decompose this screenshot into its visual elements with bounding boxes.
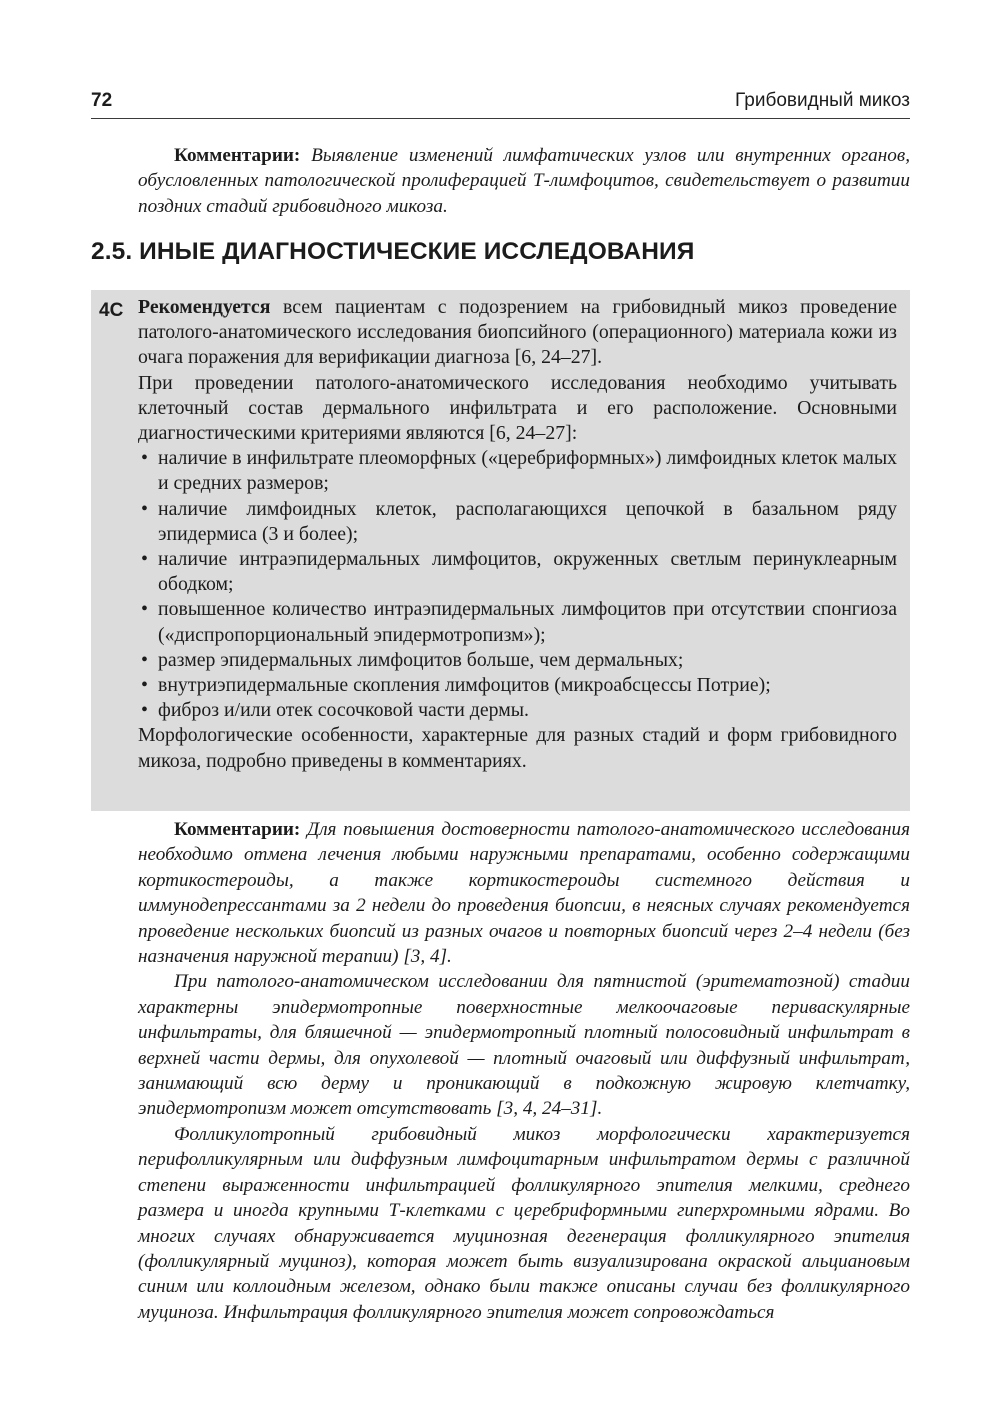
criteria-intro: При проведении патолого-анатомического исследования необходимо учитывать клеточный состав дермального инфильтрата и его расположение. Основными диагностическими критериями являются [6, 24–27]: (138, 371, 897, 445)
comment-paragraph: При патолого-анатомическом исследовании для пятнистой (эритематозной) стадии характерны эпидермотропные поверхностные мелкоочаговые периваскулярные инфильтраты, для бляшечной — эпидермотропный плотный полосовидный инфильтрат в верхней части дермы, для опухолевой — плотный очаговый или диффузный инфильтрат, занимающий всю дерму и проникающий в подкожную жировую клетчатку, эпидермотропизм может отсутствовать [3, 4, 24–31]. (138, 971, 910, 1120)
comment-paragraph (138, 817, 910, 969)
running-title: Грибовидный микоз (735, 90, 910, 111)
comment-label: Комментарии: (174, 819, 301, 840)
comment-text: Для повышения достоверности патолого-анатомического исследования необходимо отмена лечения любыми наружными препаратами, особенно содержащими кортикостероиды, а также кортикостероиды системного действия и иммунодепрессантами за 2 недели до проведения биопсии, в неясных случаях рекомендуется проведение нескольких биопсий из разных очагов и повторных биопсий через 2–4 недели (без назначения наружной терапии) [3, 4]. (138, 819, 910, 968)
criteria-item: • размер эпидермальных лимфоцитов больше, чем дермальных; (138, 648, 897, 673)
criteria-item: • наличие интраэпидермальных лимфоцитов, окруженных светлым перинуклеарным ободком; (138, 547, 897, 597)
recommendation-paragraph (138, 295, 897, 371)
criteria-item: • наличие в инфильтрате плеоморфных («церебриформных») лимфоидных клеток малых и средних размеров; (138, 446, 897, 496)
recommendation-content (138, 295, 897, 774)
evidence-level-badge: 4C (99, 300, 124, 321)
section-heading: 2.5. ИНЫЕ ДИАГНОСТИЧЕСКИЕ ИССЛЕДОВАНИЯ (91, 238, 695, 265)
criteria-item: • внутриэпидермальные скопления лимфоцитов (микроабсцессы Потрие); (138, 673, 897, 698)
recommendation-box (91, 290, 910, 811)
criteria-item: • повышенное количество интраэпидермальных лимфоцитов при отсутствии спонгиоза («диспропорциональный эпидермотропизм»); (138, 597, 897, 647)
criteria-item: • фиброз и/или отек сосочковой части дермы. (138, 698, 897, 723)
page-header (91, 86, 910, 119)
criteria-list (138, 446, 897, 723)
page-number: 72 (91, 90, 113, 111)
comment-label: Комментарии: (174, 145, 301, 166)
comment-block (138, 817, 910, 1325)
recommendation-lead: Рекомендуется (138, 296, 271, 318)
comment-block (138, 143, 910, 219)
recommendation-text: всем пациентам с подозрением на грибовидный микоз проведение патолого-анатомического исследования биопсийного (операционного) материала кожи из очага поражения для верификации диагноза [6, 24–27]. (138, 296, 898, 369)
comment-paragraph (138, 143, 910, 219)
comment-paragraph: Фолликулотропный грибовидный микоз морфологически характеризуется перифолликулярным или диффузным лимфоцитарным инфильтратом дермы с различной степени выраженности инфильтрацией фолликулярного эпителия мелкими, среднего размера и иногда крупными Т-клетками с церебриформными гиперхромными ядрами. Во многих случаях обнаруживается муцинозная дегенерация фолликулярного эпителия (фолликулярный муциноз), которая может быть визуализирована окраской альциановым синим или коллоидным железом, однако были также описаны случаи без фолликулярного муциноза. Инфильтрация фолликулярного эпителия может сопровождаться (138, 1123, 910, 1323)
comment-text: Выявление изменений лимфатических узлов или внутренних органов, обусловленных патологической пролиферацией Т-лимфоцитов, свидетельствует о развитии поздних стадий грибовидного микоза. (138, 145, 911, 217)
criteria-item: • наличие лимфоидных клеток, располагающихся цепочкой в базальном ряду эпидермиса (3 и более); (138, 497, 897, 547)
recommendation-closing: Морфологические особенности, характерные для разных стадий и форм грибовидного микоза, подробно приведены в комментариях. (138, 724, 897, 772)
